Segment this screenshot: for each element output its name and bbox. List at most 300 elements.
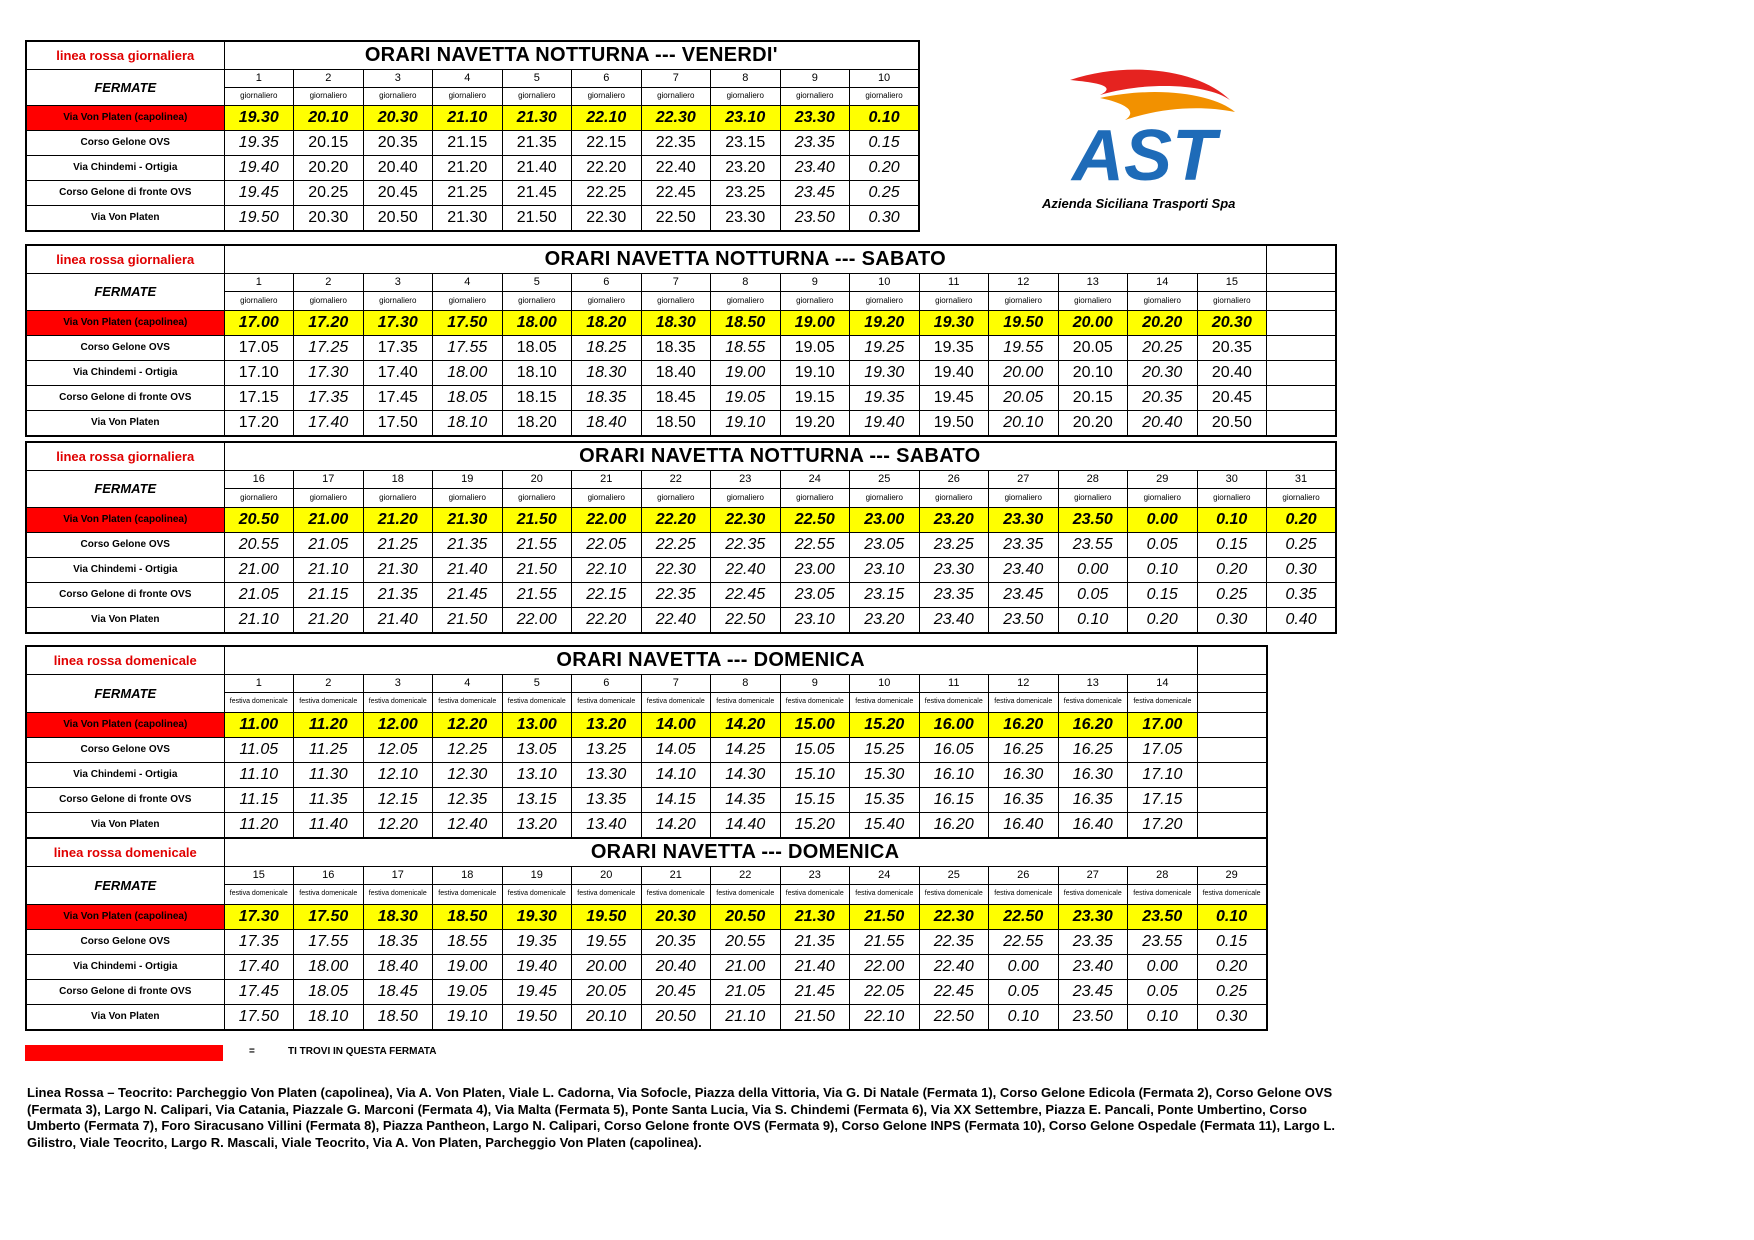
departure-time: 21.50 — [780, 1004, 850, 1030]
departure-time: 11.05 — [224, 737, 294, 762]
departure-time: 22.35 — [919, 929, 989, 954]
run-type: festiva domenicale — [780, 884, 850, 904]
departure-time: 17.50 — [294, 904, 364, 929]
departure-time: 23.30 — [1058, 904, 1128, 929]
run-number: 8 — [711, 69, 781, 87]
run-type: festiva domenicale — [502, 692, 572, 712]
run-number: 6 — [572, 69, 642, 87]
departure-time: 12.00 — [363, 712, 433, 737]
departure-time: 20.40 — [1128, 410, 1198, 436]
line-name: linea rossa domenicale — [26, 838, 224, 866]
departure-time: 18.00 — [433, 360, 503, 385]
departure-time: 11.35 — [294, 787, 364, 812]
departure-time: 22.10 — [572, 557, 642, 582]
legend-equals: = — [249, 1046, 255, 1057]
run-type: festiva domenicale — [502, 884, 572, 904]
run-type: giornaliero — [433, 488, 503, 507]
departure-time: 21.15 — [433, 130, 503, 155]
departure-time: 20.15 — [294, 130, 364, 155]
departure-time: 17.45 — [363, 385, 433, 410]
departure-time: 21.40 — [433, 557, 503, 582]
run-number: 24 — [780, 470, 850, 488]
departure-time: 12.25 — [433, 737, 503, 762]
departure-time: 21.00 — [294, 507, 364, 532]
departure-time: 22.30 — [641, 557, 711, 582]
departure-time: 14.30 — [711, 762, 781, 787]
fermate-label: FERMATE — [26, 273, 224, 310]
departure-time: 18.10 — [502, 360, 572, 385]
departure-time: 22.20 — [572, 607, 642, 633]
stop-name-capolinea: Via Von Platen (capolinea) — [26, 105, 224, 130]
run-type: giornaliero — [1197, 291, 1267, 310]
departure-time: 18.40 — [572, 410, 642, 436]
stop-name: Via Chindemi - Ortigia — [26, 762, 224, 787]
departure-time: 21.30 — [780, 904, 850, 929]
timetable-title: ORARI NAVETTA NOTTURNA --- SABATO — [224, 442, 1336, 470]
departure-time: 21.45 — [433, 582, 503, 607]
run-number: 6 — [572, 273, 642, 291]
run-number: 7 — [641, 674, 711, 692]
departure-time: 19.05 — [780, 335, 850, 360]
departure-time: 17.35 — [294, 385, 364, 410]
stop-name: Corso Gelone OVS — [26, 335, 224, 360]
departure-time: 0.15 — [1197, 532, 1267, 557]
departure-time: 12.05 — [363, 737, 433, 762]
blank-cell — [1197, 712, 1267, 737]
departure-time: 19.55 — [572, 929, 642, 954]
departure-time: 17.10 — [224, 360, 294, 385]
departure-time: 23.40 — [1058, 954, 1128, 979]
departure-time: 21.45 — [780, 979, 850, 1004]
run-number: 1 — [224, 273, 294, 291]
departure-time: 19.20 — [850, 310, 920, 335]
departure-time: 0.20 — [1197, 557, 1267, 582]
stop-name: Via Chindemi - Ortigia — [26, 360, 224, 385]
departure-time: 18.50 — [641, 410, 711, 436]
stop-name: Corso Gelone di fronte OVS — [26, 979, 224, 1004]
departure-time: 17.10 — [1128, 762, 1198, 787]
departure-time: 19.30 — [850, 360, 920, 385]
departure-time: 17.50 — [224, 1004, 294, 1030]
departure-time: 19.30 — [919, 310, 989, 335]
run-type: giornaliero — [1267, 488, 1337, 507]
departure-time: 0.15 — [1128, 582, 1198, 607]
departure-time: 20.45 — [641, 979, 711, 1004]
run-number: 16 — [224, 470, 294, 488]
stop-row — [26, 712, 1267, 737]
departure-time: 20.40 — [363, 155, 433, 180]
departure-time: 23.35 — [780, 130, 850, 155]
departure-time: 14.35 — [711, 787, 781, 812]
departure-time: 23.25 — [919, 532, 989, 557]
run-number: 5 — [502, 273, 572, 291]
departure-time: 18.20 — [502, 410, 572, 436]
departure-time: 20.05 — [572, 979, 642, 1004]
timetable-title: ORARI NAVETTA --- DOMENICA — [224, 838, 1267, 866]
departure-time: 19.30 — [502, 904, 572, 929]
departure-time: 23.25 — [711, 180, 781, 205]
departure-time: 23.55 — [1128, 929, 1198, 954]
departure-time: 11.25 — [294, 737, 364, 762]
departure-time: 0.05 — [1128, 979, 1198, 1004]
departure-time: 23.20 — [850, 607, 920, 633]
logo-text: AST — [1072, 116, 1216, 196]
departure-time: 0.10 — [989, 1004, 1059, 1030]
departure-time: 21.50 — [502, 557, 572, 582]
departure-time: 20.10 — [294, 105, 364, 130]
departure-time: 22.30 — [641, 105, 711, 130]
departure-time: 21.30 — [433, 507, 503, 532]
stop-name: Via Von Platen — [26, 410, 224, 436]
run-number: 4 — [433, 69, 503, 87]
departure-time: 20.40 — [641, 954, 711, 979]
departure-time: 23.15 — [850, 582, 920, 607]
departure-time: 19.35 — [224, 130, 294, 155]
run-type: festiva domenicale — [433, 692, 503, 712]
run-number: 25 — [919, 866, 989, 884]
departure-time: 18.10 — [294, 1004, 364, 1030]
run-type: giornaliero — [572, 87, 642, 105]
departure-time: 19.30 — [224, 105, 294, 130]
legend-text: TI TROVI IN QUESTA FERMATA — [288, 1046, 437, 1057]
run-type: giornaliero — [1128, 488, 1198, 507]
run-type: festiva domenicale — [363, 692, 433, 712]
run-type: giornaliero — [433, 291, 503, 310]
departure-time: 18.50 — [433, 904, 503, 929]
timetable-title: ORARI NAVETTA NOTTURNA --- SABATO — [224, 245, 1267, 273]
departure-time: 17.30 — [363, 310, 433, 335]
departure-time: 18.20 — [572, 310, 642, 335]
departure-time: 16.10 — [919, 762, 989, 787]
stop-row — [26, 507, 1336, 532]
departure-time: 13.30 — [572, 762, 642, 787]
departure-time: 0.20 — [1197, 954, 1267, 979]
stop-name: Corso Gelone OVS — [26, 929, 224, 954]
departure-time: 11.00 — [224, 712, 294, 737]
departure-time: 22.55 — [989, 929, 1059, 954]
stop-name: Via Chindemi - Ortigia — [26, 954, 224, 979]
departure-time: 21.25 — [363, 532, 433, 557]
stop-row — [26, 532, 1336, 557]
run-number: 1 — [224, 674, 294, 692]
departure-time: 22.45 — [919, 979, 989, 1004]
stop-row — [26, 979, 1267, 1004]
run-type: giornaliero — [1058, 488, 1128, 507]
stop-row — [26, 360, 1336, 385]
departure-time: 23.30 — [780, 105, 850, 130]
departure-time: 22.40 — [641, 607, 711, 633]
timetable-venerdi — [25, 40, 920, 232]
run-number: 4 — [433, 273, 503, 291]
departure-time: 14.25 — [711, 737, 781, 762]
departure-time: 19.10 — [780, 360, 850, 385]
departure-time: 19.05 — [711, 385, 781, 410]
run-type: festiva domenicale — [850, 884, 920, 904]
run-type: giornaliero — [502, 87, 572, 105]
departure-time: 16.20 — [919, 812, 989, 838]
departure-time: 20.05 — [1058, 335, 1128, 360]
departure-time: 19.10 — [711, 410, 781, 436]
stop-name: Via Von Platen — [26, 812, 224, 838]
stop-name: Corso Gelone OVS — [26, 532, 224, 557]
run-number: 6 — [572, 674, 642, 692]
run-type: giornaliero — [363, 87, 433, 105]
departure-time: 13.20 — [572, 712, 642, 737]
run-type: giornaliero — [224, 291, 294, 310]
timetable-title: ORARI NAVETTA NOTTURNA --- VENERDI' — [224, 41, 919, 69]
departure-time: 17.15 — [1128, 787, 1198, 812]
run-type: festiva domenicale — [780, 692, 850, 712]
departure-time: 19.50 — [919, 410, 989, 436]
departure-time: 18.35 — [572, 385, 642, 410]
stop-row — [26, 410, 1336, 436]
run-number: 21 — [572, 470, 642, 488]
run-number: 29 — [1128, 470, 1198, 488]
departure-time: 21.05 — [224, 582, 294, 607]
departure-time: 16.25 — [1058, 737, 1128, 762]
departure-time: 20.35 — [1128, 385, 1198, 410]
run-number: 23 — [711, 470, 781, 488]
run-type: giornaliero — [433, 87, 503, 105]
run-type: festiva domenicale — [1058, 692, 1128, 712]
stop-name: Corso Gelone OVS — [26, 130, 224, 155]
departure-time: 19.25 — [850, 335, 920, 360]
departure-time: 0.00 — [1058, 557, 1128, 582]
departure-time: 23.50 — [989, 607, 1059, 633]
departure-time: 14.15 — [641, 787, 711, 812]
departure-time: 18.10 — [433, 410, 503, 436]
stop-name-capolinea: Via Von Platen (capolinea) — [26, 712, 224, 737]
departure-time: 21.10 — [433, 105, 503, 130]
departure-time: 17.20 — [1128, 812, 1198, 838]
departure-time: 19.40 — [919, 360, 989, 385]
departure-time: 20.30 — [294, 205, 364, 231]
departure-time: 19.40 — [502, 954, 572, 979]
departure-time: 18.05 — [433, 385, 503, 410]
departure-time: 0.10 — [1128, 557, 1198, 582]
departure-time: 14.00 — [641, 712, 711, 737]
stop-row — [26, 812, 1267, 838]
departure-time: 19.50 — [989, 310, 1059, 335]
run-number: 5 — [502, 69, 572, 87]
departure-time: 0.00 — [989, 954, 1059, 979]
departure-time: 23.10 — [780, 607, 850, 633]
line-name: linea rossa giornaliera — [26, 41, 224, 69]
run-number: 8 — [711, 273, 781, 291]
departure-time: 22.20 — [641, 507, 711, 532]
blank-cell — [1267, 273, 1337, 291]
departure-time: 19.20 — [780, 410, 850, 436]
line-name: linea rossa domenicale — [26, 646, 224, 674]
run-type: festiva domenicale — [711, 692, 781, 712]
departure-time: 18.40 — [363, 954, 433, 979]
departure-time: 0.25 — [1197, 979, 1267, 1004]
run-number: 28 — [1058, 470, 1128, 488]
departure-time: 0.05 — [989, 979, 1059, 1004]
departure-time: 20.00 — [989, 360, 1059, 385]
departure-time: 16.30 — [1058, 762, 1128, 787]
departure-time: 18.55 — [711, 335, 781, 360]
run-type: giornaliero — [224, 87, 294, 105]
run-type: festiva domenicale — [1128, 692, 1198, 712]
run-number: 18 — [433, 866, 503, 884]
run-number: 2 — [294, 69, 364, 87]
run-type: giornaliero — [1197, 488, 1267, 507]
departure-time: 23.50 — [780, 205, 850, 231]
run-number: 19 — [433, 470, 503, 488]
run-type: giornaliero — [363, 291, 433, 310]
run-type: giornaliero — [850, 87, 920, 105]
departure-time: 0.30 — [1197, 607, 1267, 633]
departure-time: 21.00 — [224, 557, 294, 582]
departure-time: 18.00 — [502, 310, 572, 335]
departure-time: 0.10 — [1058, 607, 1128, 633]
run-type: giornaliero — [850, 291, 920, 310]
departure-time: 0.05 — [1058, 582, 1128, 607]
blank-cell — [1267, 385, 1337, 410]
departure-time: 22.15 — [572, 582, 642, 607]
run-type: giornaliero — [1128, 291, 1198, 310]
departure-time: 17.00 — [1128, 712, 1198, 737]
departure-time: 22.50 — [711, 607, 781, 633]
run-type: giornaliero — [572, 488, 642, 507]
departure-time: 17.55 — [433, 335, 503, 360]
departure-time: 22.10 — [572, 105, 642, 130]
departure-time: 21.35 — [502, 130, 572, 155]
departure-time: 13.00 — [502, 712, 572, 737]
departure-time: 16.20 — [1058, 712, 1128, 737]
departure-time: 19.50 — [572, 904, 642, 929]
departure-time: 0.10 — [1128, 1004, 1198, 1030]
departure-time: 23.20 — [919, 507, 989, 532]
departure-time: 16.25 — [989, 737, 1059, 762]
departure-time: 16.15 — [919, 787, 989, 812]
departure-time: 21.50 — [502, 205, 572, 231]
legend-red-swatch — [25, 1045, 223, 1061]
timetable-domenica1 — [25, 645, 1268, 839]
departure-time: 16.40 — [989, 812, 1059, 838]
departure-time: 18.30 — [363, 904, 433, 929]
departure-time: 22.00 — [572, 507, 642, 532]
departure-time: 23.50 — [1128, 904, 1198, 929]
departure-time: 17.45 — [224, 979, 294, 1004]
departure-time: 22.40 — [711, 557, 781, 582]
departure-time: 23.30 — [989, 507, 1059, 532]
departure-time: 18.35 — [641, 335, 711, 360]
departure-time: 11.15 — [224, 787, 294, 812]
departure-time: 17.35 — [363, 335, 433, 360]
run-type: giornaliero — [294, 291, 364, 310]
run-number: 25 — [850, 470, 920, 488]
departure-time: 12.15 — [363, 787, 433, 812]
departure-time: 20.00 — [572, 954, 642, 979]
departure-time: 21.05 — [294, 532, 364, 557]
departure-time: 22.35 — [641, 582, 711, 607]
run-type: giornaliero — [224, 488, 294, 507]
run-number: 7 — [641, 273, 711, 291]
run-number: 22 — [711, 866, 781, 884]
departure-time: 19.00 — [433, 954, 503, 979]
departure-time: 17.15 — [224, 385, 294, 410]
departure-time: 14.05 — [641, 737, 711, 762]
departure-time: 21.20 — [363, 507, 433, 532]
run-type: giornaliero — [572, 291, 642, 310]
stop-name: Via Von Platen — [26, 1004, 224, 1030]
departure-time: 11.30 — [294, 762, 364, 787]
departure-time: 0.00 — [1128, 954, 1198, 979]
stop-row — [26, 130, 919, 155]
departure-time: 19.10 — [433, 1004, 503, 1030]
stop-row — [26, 155, 919, 180]
run-number: 9 — [780, 674, 850, 692]
departure-time: 12.20 — [363, 812, 433, 838]
blank-cell — [1197, 762, 1267, 787]
departure-time: 21.20 — [294, 607, 364, 633]
departure-time: 21.45 — [502, 180, 572, 205]
stop-name: Corso Gelone di fronte OVS — [26, 787, 224, 812]
departure-time: 19.00 — [780, 310, 850, 335]
departure-time: 11.20 — [224, 812, 294, 838]
departure-time: 0.25 — [850, 180, 920, 205]
departure-time: 19.00 — [711, 360, 781, 385]
departure-time: 23.55 — [1058, 532, 1128, 557]
departure-time: 11.40 — [294, 812, 364, 838]
run-type: festiva domenicale — [224, 884, 294, 904]
departure-time: 23.45 — [989, 582, 1059, 607]
run-number: 10 — [850, 69, 920, 87]
departure-time: 23.10 — [711, 105, 781, 130]
stop-row — [26, 904, 1267, 929]
departure-time: 20.15 — [1058, 385, 1128, 410]
departure-time: 17.20 — [294, 310, 364, 335]
stop-row — [26, 737, 1267, 762]
run-number: 3 — [363, 674, 433, 692]
departure-time: 15.20 — [780, 812, 850, 838]
departure-time: 20.50 — [1197, 410, 1267, 436]
departure-time: 21.30 — [502, 105, 572, 130]
departure-time: 23.50 — [1058, 507, 1128, 532]
departure-time: 19.45 — [919, 385, 989, 410]
departure-time: 23.30 — [711, 205, 781, 231]
departure-time: 13.40 — [572, 812, 642, 838]
departure-time: 21.50 — [433, 607, 503, 633]
departure-time: 20.50 — [363, 205, 433, 231]
departure-time: 23.40 — [780, 155, 850, 180]
stop-row — [26, 607, 1336, 633]
departure-time: 21.30 — [363, 557, 433, 582]
run-type: festiva domenicale — [989, 692, 1059, 712]
departure-time: 17.30 — [224, 904, 294, 929]
departure-time: 16.20 — [989, 712, 1059, 737]
departure-time: 20.20 — [294, 155, 364, 180]
departure-time: 21.50 — [502, 507, 572, 532]
departure-time: 21.30 — [433, 205, 503, 231]
departure-time: 18.55 — [433, 929, 503, 954]
departure-time: 13.10 — [502, 762, 572, 787]
blank-cell — [1197, 646, 1267, 674]
departure-time: 18.25 — [572, 335, 642, 360]
departure-time: 19.40 — [850, 410, 920, 436]
ast-logo-graphic — [1030, 60, 1270, 220]
run-type: giornaliero — [294, 87, 364, 105]
departure-time: 17.05 — [224, 335, 294, 360]
blank-cell — [1197, 787, 1267, 812]
stop-row — [26, 205, 919, 231]
departure-time: 22.10 — [850, 1004, 920, 1030]
departure-time: 20.10 — [1058, 360, 1128, 385]
departure-time: 20.25 — [294, 180, 364, 205]
departure-time: 20.20 — [1058, 410, 1128, 436]
